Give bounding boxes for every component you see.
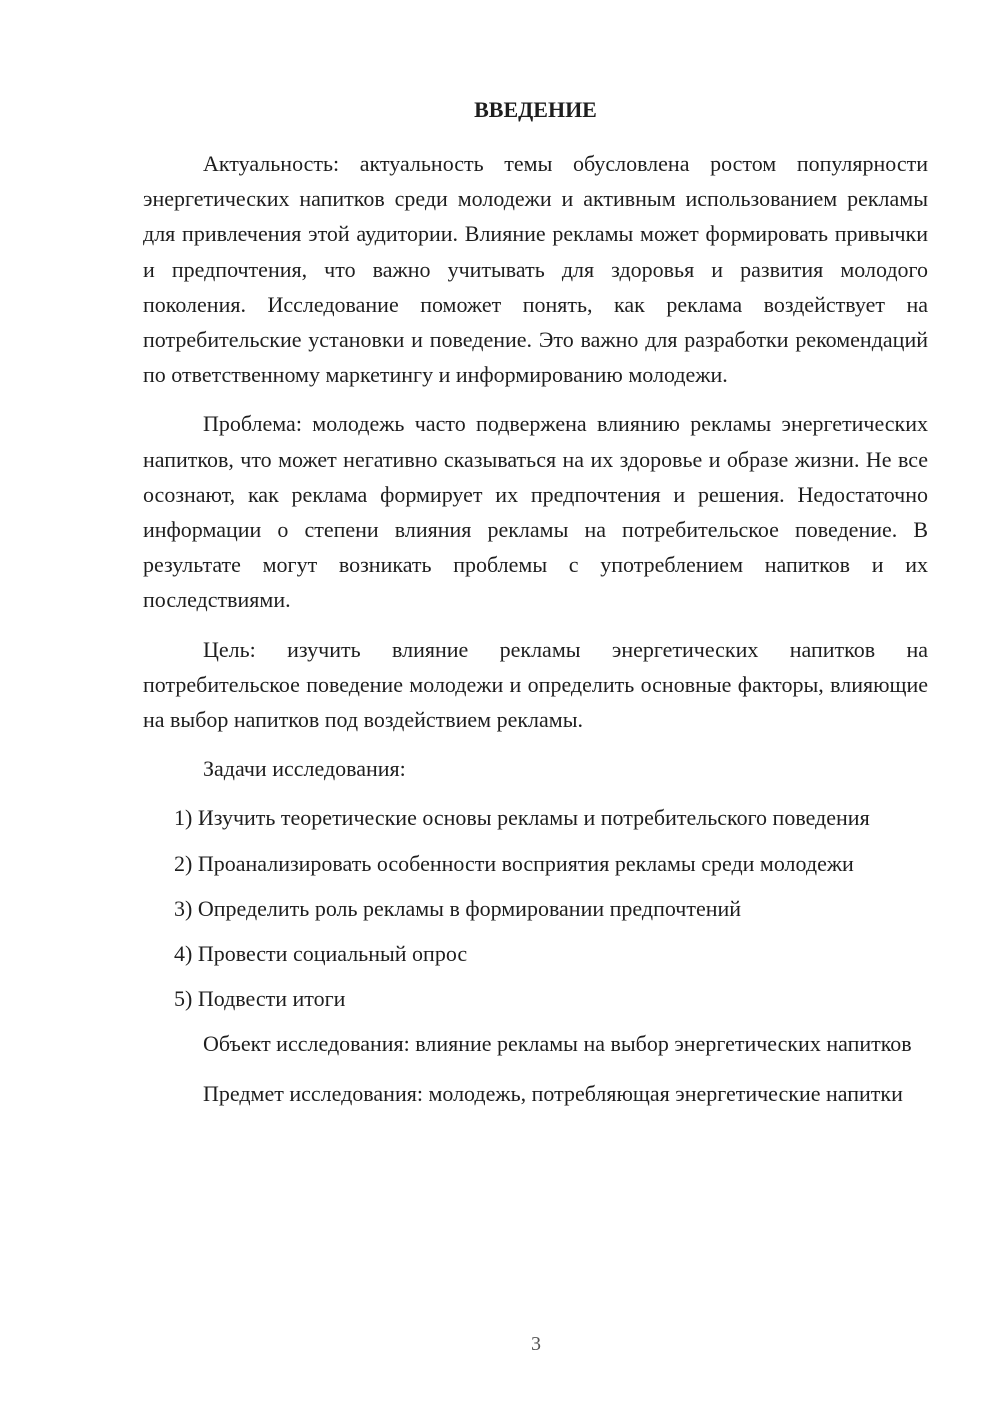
task-item-2: 2) Проанализировать особенности восприятия рекламы среди молодежи [174, 850, 854, 876]
page-number: 3 [531, 1333, 541, 1355]
task-item-5: 5) Подвести итоги [174, 986, 346, 1012]
problem-paragraph: Проблема: молодежь часто подвержена влиянию рекламы энергетических напитков, что может негативно сказываться на их здоровье и образе жизни. Не все осознают, как реклама формирует их предпочтения и решения. Недостаточно информации о степени влияния рекламы на потребительское поведение. В результате могут возникать проблемы с употреблением напитков и их последствиями. [143, 411, 928, 613]
page-content [143, 92, 928, 1125]
goal-paragraph: Цель: изучить влияние рекламы энергетических напитков на потребительское поведение молодежи и определить основные факторы, влияющие на выбор напитков под воздействием рекламы. [143, 636, 928, 733]
object-paragraph: Объект исследования: влияние рекламы на выбор энергетических напитков [203, 1031, 912, 1057]
relevance-paragraph: Актуальность: актуальность темы обусловлена ростом популярности энергетических напитков среди молодежи и активным использованием рекламы для привлечения этой аудитории. Влияние рекламы может формировать привычки и предпочтения, что важно учитывать для здоровья и развития молодого поколения. Исследование поможет понять, как реклама воздействует на потребительские установки и поведение. Это важно для разработки рекомендаций по ответственному маркетингу и информированию молодежи. [143, 151, 928, 388]
task-item-1: 1) Изучить теоретические основы рекламы и потребительского поведения [174, 805, 870, 831]
tasks-heading: Задачи исследования: [203, 756, 406, 782]
page-title: ВВЕДЕНИЕ [474, 97, 597, 122]
subject-paragraph: Предмет исследования: молодежь, потребляющая энергетические напитки [203, 1080, 903, 1106]
task-item-3: 3) Определить роль рекламы в формировании предпочтений [174, 895, 742, 921]
task-item-4: 4) Провести социальный опрос [174, 941, 468, 967]
